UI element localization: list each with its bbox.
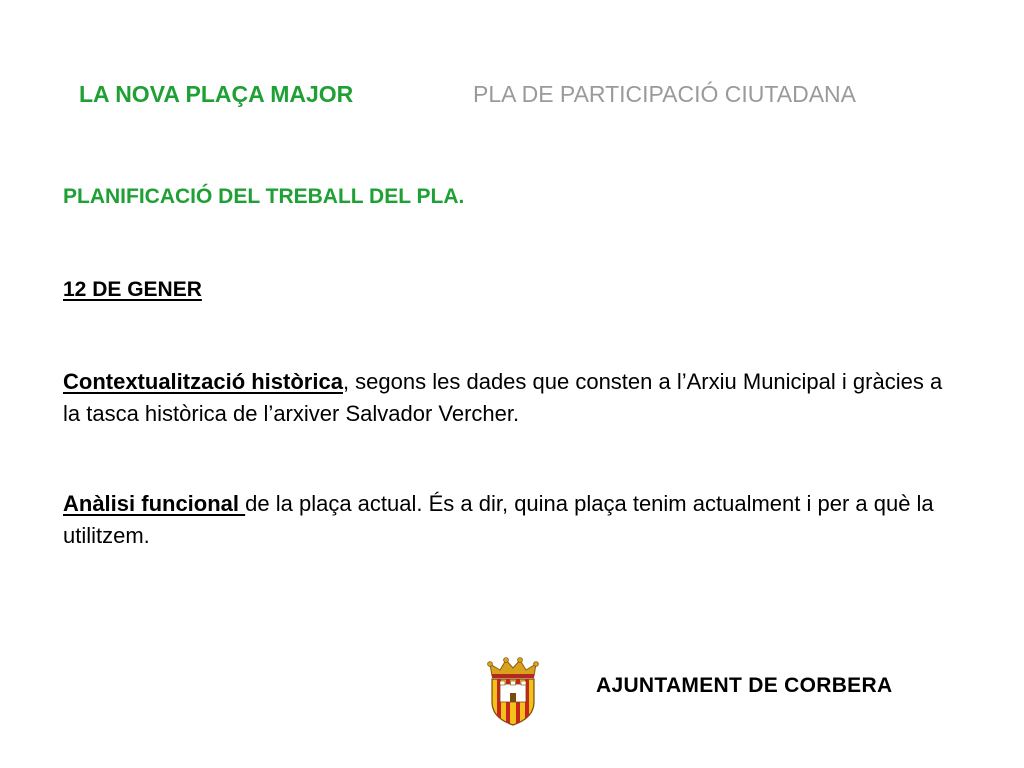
section-title: PLANIFICACIÓ DEL TREBALL DEL PLA. bbox=[63, 185, 465, 208]
header-subtitle: PLA DE PARTICIPACIÓ CIUTADANA bbox=[473, 81, 856, 107]
paragraph-term: Anàlisi funcional bbox=[63, 491, 246, 516]
date-heading: 12 DE GENER bbox=[63, 278, 202, 301]
header-title: LA NOVA PLAÇA MAJOR bbox=[79, 81, 354, 107]
coat-of-arms-icon bbox=[486, 656, 540, 726]
paragraph-context bbox=[63, 366, 963, 430]
paragraph-text: , segons les dades que consten a l’Arxiu Municipal i gràcies a la tasca històrica de l’arxiver Salvador Vercher. bbox=[63, 369, 943, 426]
paragraph-analysis bbox=[63, 488, 963, 552]
organization-name: AJUNTAMENT DE CORBERA bbox=[596, 674, 893, 697]
paragraph-text: de la plaça actual. És a dir, quina plaça tenim actualment i per a què la utilitzem. bbox=[63, 491, 934, 548]
paragraph-term: Contextualització històrica bbox=[63, 369, 343, 394]
